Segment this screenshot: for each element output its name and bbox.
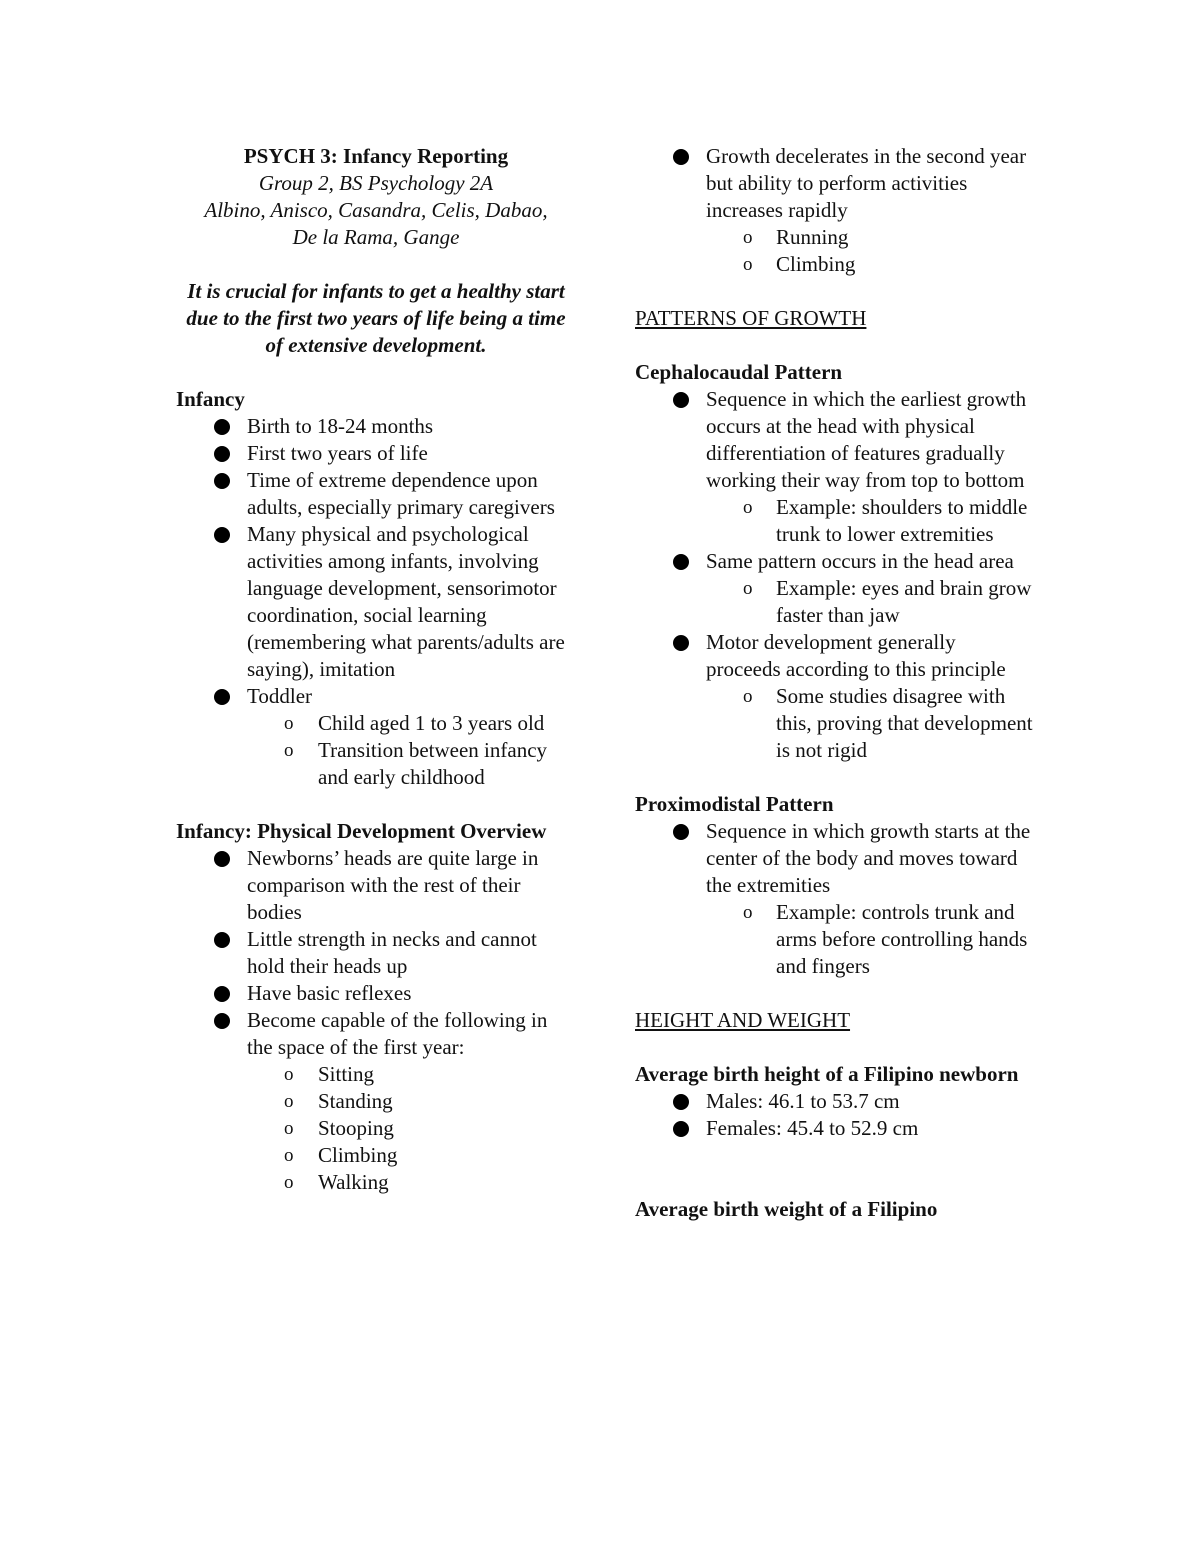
height-heading: Average birth height of a Filipino newborn — [635, 1062, 1019, 1086]
sub-list-item: o Child aged 1 to 3 years old — [284, 711, 545, 735]
patterns-section-title: PATTERNS OF GROWTH — [635, 306, 867, 330]
list-item: Have basic reflexes — [176, 980, 576, 1007]
proximodistal-list — [635, 818, 1035, 980]
bullet-icon — [214, 851, 230, 867]
list-item: Growth decelerates in the second year but ability to perform activities increases rapidly — [635, 143, 1035, 224]
bullet-icon — [214, 689, 230, 705]
cephalocaudal-list — [635, 386, 1035, 764]
growth-list — [635, 143, 1035, 278]
height-list — [635, 1088, 1035, 1142]
bullet-icon — [214, 473, 230, 489]
sub-bullet-icon: o — [743, 902, 753, 923]
sub-bullet-icon: o — [743, 497, 753, 518]
sub-list-item: o Standing — [284, 1089, 393, 1113]
authors-line-1: Albino, Anisco, Casandra, Celis, Dabao, — [204, 198, 548, 222]
bullet-icon — [214, 932, 230, 948]
sub-list-item: o Sitting — [284, 1062, 375, 1086]
height-weight-section-title: HEIGHT AND WEIGHT — [635, 1008, 851, 1032]
sub-bullet-icon: o — [743, 254, 753, 275]
sub-bullet-icon: o — [743, 227, 753, 248]
bullet-icon — [214, 527, 230, 543]
list-item: Sequence in which growth starts at the center of the body and moves toward the extremities — [635, 818, 1035, 899]
list-item: Sequence in which the earliest growth occurs at the head with physical differentiation of features gradually working their way from top to bottom — [635, 386, 1035, 494]
sub-bullet-icon: o — [743, 686, 753, 707]
list-item: Males: 46.1 to 53.7 cm — [635, 1088, 1035, 1115]
proximodistal-heading: Proximodistal Pattern — [635, 792, 834, 816]
sub-list-item: o Example: eyes and brain grow faster than jaw — [743, 576, 1032, 627]
bullet-icon — [673, 635, 689, 651]
sub-bullet-icon: o — [284, 1118, 294, 1139]
list-item: First two years of life — [176, 440, 576, 467]
sub-bullet-icon: o — [743, 578, 753, 599]
authors-line-2: De la Rama, Gange — [292, 225, 460, 249]
sub-list-item: o Example: shoulders to middle trunk to lower extremities — [743, 495, 1028, 546]
sub-bullet-icon: o — [284, 713, 294, 734]
sub-list-item: o Walking — [284, 1170, 389, 1194]
list-item: Time of extreme dependence upon adults, especially primary caregivers — [176, 467, 576, 521]
sub-list-item: o Transition between infancy and early childhood — [284, 738, 548, 789]
sub-list-item: o Climbing — [743, 252, 856, 276]
document-title: PSYCH 3: Infancy Reporting — [243, 144, 509, 168]
left-column — [176, 143, 576, 1196]
bullet-icon — [673, 1121, 689, 1137]
physical-heading: Infancy: Physical Development Overview — [176, 819, 547, 843]
infancy-heading: Infancy — [176, 387, 245, 411]
list-item: Females: 45.4 to 52.9 cm — [635, 1115, 1035, 1142]
list-item: Motor development generally proceeds according to this principle — [635, 629, 1035, 683]
list-item: Newborns’ heads are quite large in comparison with the rest of their bodies — [176, 845, 576, 926]
physical-list — [176, 845, 576, 1196]
sub-bullet-icon: o — [284, 740, 294, 761]
right-column — [635, 143, 1035, 1223]
bullet-icon — [214, 419, 230, 435]
sub-list-item: o Running — [743, 225, 849, 249]
bullet-icon — [673, 149, 689, 165]
list-item: Become capable of the following in the space of the first year: — [176, 1007, 576, 1061]
sub-bullet-icon: o — [284, 1064, 294, 1085]
sub-list-item: o Some studies disagree with this, proving that development is not rigid — [743, 684, 1033, 762]
sub-bullet-icon: o — [284, 1145, 294, 1166]
sub-bullet-icon: o — [284, 1091, 294, 1112]
group-line: Group 2, BS Psychology 2A — [258, 171, 494, 195]
weight-heading: Average birth weight of a Filipino — [635, 1197, 938, 1221]
bullet-icon — [673, 554, 689, 570]
list-item: Many physical and psychological activities among infants, involving language development, sensorimotor coordination, social learning (remembering what parents/adults are saying), imitation — [176, 521, 576, 683]
lead-statement: It is crucial for infants to get a healthy start due to the first two years of life being a time of extensive development. — [186, 279, 566, 357]
bullet-icon — [214, 986, 230, 1002]
list-item: Little strength in necks and cannot hold their heads up — [176, 926, 576, 980]
list-item: Toddler — [176, 683, 576, 710]
list-item: Same pattern occurs in the head area — [635, 548, 1035, 575]
bullet-icon — [673, 824, 689, 840]
sub-list-item: o Example: controls trunk and arms before controlling hands and fingers — [743, 900, 1028, 978]
sub-bullet-icon: o — [284, 1172, 294, 1193]
infancy-list — [176, 413, 576, 791]
bullet-icon — [673, 1094, 689, 1110]
cephalocaudal-heading: Cephalocaudal Pattern — [635, 360, 843, 384]
list-item: Birth to 18-24 months — [176, 413, 576, 440]
bullet-icon — [214, 446, 230, 462]
bullet-icon — [673, 392, 689, 408]
sub-list-item: o Climbing — [284, 1143, 398, 1167]
bullet-icon — [214, 1013, 230, 1029]
sub-list-item: o Stooping — [284, 1116, 394, 1140]
